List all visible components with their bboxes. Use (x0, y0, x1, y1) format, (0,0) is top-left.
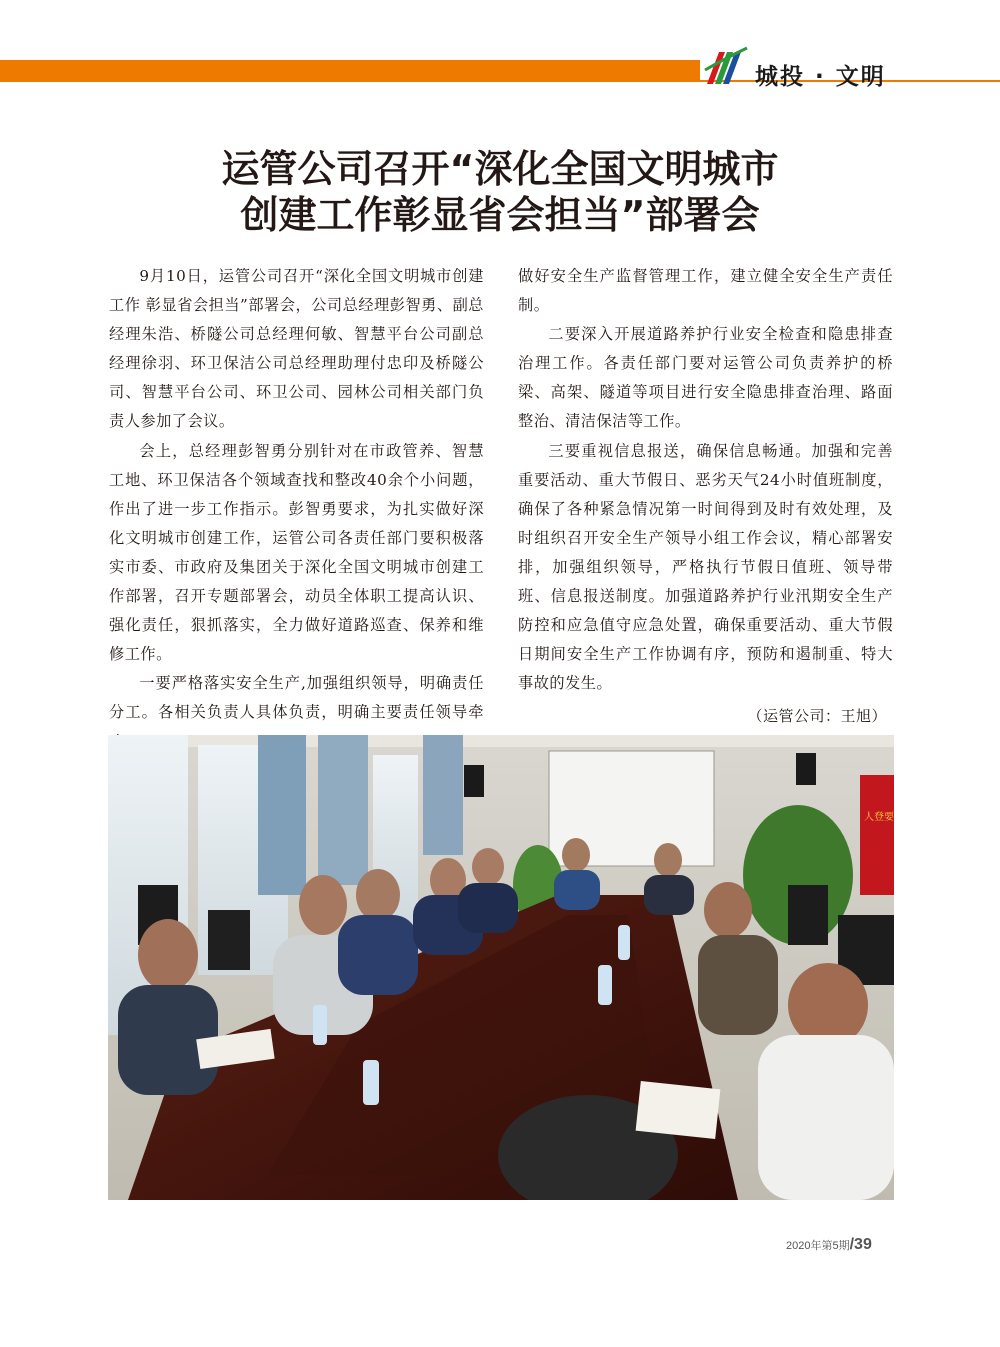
wall-sign-text: 人登要 (864, 812, 894, 823)
paragraph: 会上，总经理彭智勇分别针对在市政管养、智慧工地、环卫保洁各个领域查找和整改40余个小问题，作出了进一步工作指示。彭智勇要求，为扎实做好深化文明城市创建工作，运管公司各责任部门要积极落实市委、市政府及集团关于深化全国文明城市创建工作部署，召开专题部署会，动员全体职工提高认识、强化责任，狠抓落实，全力做好道路巡查、保养和维修工作。 (109, 441, 484, 664)
byline: （运管公司：王旭） (747, 707, 887, 726)
section-label: 城投 · 文明 (755, 64, 886, 90)
article-column-left (109, 262, 484, 757)
article-title-line-2: 创建工作彰显省会担当”部署会 (240, 193, 760, 237)
footer-slash: / (849, 1236, 855, 1253)
issue-label: 2020年第5期 (786, 1240, 850, 1252)
city-investment-logo-icon (703, 44, 749, 90)
paragraph: 一要严格落实安全生产,加强组织领导，明确责任分工。各相关负责人具体负责，明确主要责任领导牵 (109, 674, 484, 722)
meeting-photo (108, 735, 894, 1200)
article-title-line-1: 运管公司召开“深化全国文明城市 (221, 147, 779, 191)
article-column-right (518, 262, 893, 732)
header-color-bar (0, 60, 700, 82)
paragraph: 二要深入开展道路养护行业安全检查和隐患排查治理工作。各责任部门要对运管公司负责养护的桥梁、高架、隧道等项目进行安全隐患排查治理、路面整治、清洁保洁等工作。 (518, 325, 893, 431)
page-number: 39 (854, 1236, 872, 1253)
paragraph: 9月10日，运管公司召开“深化全国文明城市创建工作 彰显省会担当”部署会，公司总经理彭智勇、副总经理朱浩、桥隧公司总经理何敏、智慧平台公司副总经理徐羽、环卫保洁公司总经理助理付忠印及桥隧公司、智慧平台公司、环卫公司、园林公司相关部门负责人参加了会议。 (109, 267, 484, 431)
paragraph-continuation: 做好安全生产监督管理工作，建立健全安全生产责任制。 (518, 267, 893, 315)
page-footer (786, 1236, 872, 1254)
paragraph: 三要重视信息报送，确保信息畅通。加强和完善重要活动、重大节假日、恶劣天气24小时值班制度，确保了各种紧急情况第一时间得到及时有效处理，及时组织召开安全生产领导小组工作会议，精心部署安排，加强组织领导，严格执行节假日值班、领导带班、信息报送制度。加强道路养护行业汛期安全生产防控和应急值守应急处置，确保重要活动、重大节假日期间安全生产工作协调有序，预防和遏制重、特大事故的发生。 (518, 441, 893, 693)
